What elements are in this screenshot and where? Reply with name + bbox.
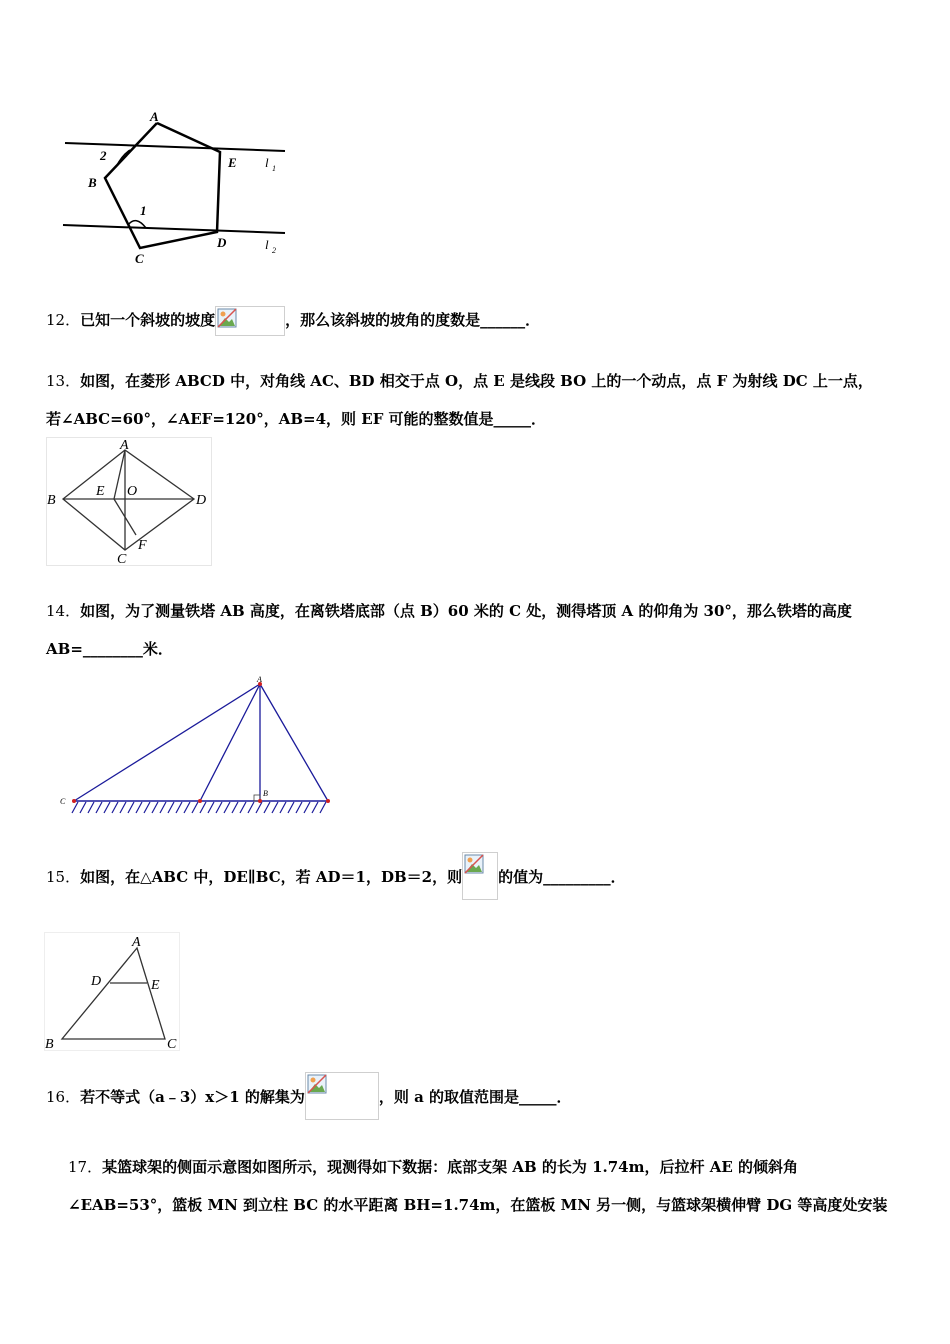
- question-number: 14．: [46, 602, 81, 620]
- figure-rhombus: [46, 437, 214, 567]
- hatch-mark: [112, 802, 118, 813]
- hatch-mark: [72, 802, 78, 813]
- q13-text-line2: 若∠ABC=60°，∠AEF=120°，AB=4，则 EF 可能的整数值是_____．: [46, 410, 547, 428]
- ground-hatching: [72, 802, 326, 813]
- point-left: [198, 799, 202, 803]
- label-B: B: [47, 493, 56, 508]
- broken-image-icon: [305, 1072, 379, 1120]
- label-E: E: [228, 155, 237, 170]
- hatch-mark: [256, 802, 262, 813]
- label-B: B: [88, 175, 97, 190]
- q17-text-line2: ∠EAB=53°，篮板 MN 到立柱 BC 的水平距离 BH=1.74m，在篮板 MN 另一侧，与篮球架横伸臂 DG 等高度处安装: [68, 1196, 888, 1214]
- segment-a-left: [200, 684, 260, 801]
- q17-line2: [68, 1194, 887, 1215]
- label-D: D: [196, 493, 207, 508]
- q17-line1: [68, 1156, 798, 1177]
- label-A: A: [120, 438, 129, 453]
- hatch-mark: [176, 802, 182, 813]
- hatch-mark: [128, 802, 134, 813]
- point-C: [72, 799, 76, 803]
- label-l2: l: [265, 237, 269, 252]
- rhombus-abcd: [63, 450, 194, 550]
- hatch-mark: [304, 802, 310, 813]
- hatch-mark: [88, 802, 94, 813]
- hatch-mark: [96, 802, 102, 813]
- label-A: A: [132, 935, 141, 950]
- label-F: F: [138, 538, 147, 553]
- q14-line1: [46, 600, 852, 621]
- question-number: 17．: [68, 1158, 103, 1176]
- q14-line2: [46, 638, 173, 659]
- hatch-mark: [120, 802, 126, 813]
- hatch-mark: [264, 802, 270, 813]
- hatch-mark: [320, 802, 326, 813]
- q16-line: [46, 1072, 572, 1120]
- label-C: C: [135, 251, 144, 266]
- broken-image-icon: [215, 306, 285, 336]
- point-right: [326, 799, 330, 803]
- label-B: B: [45, 1037, 54, 1052]
- hatch-mark: [296, 802, 302, 813]
- label-l1-sub: 1: [272, 164, 276, 173]
- q12-text-after: ，那么该斜坡的坡角的度数是______．: [285, 311, 541, 329]
- question-number: 13．: [46, 372, 81, 390]
- hatch-mark: [312, 802, 318, 813]
- hatch-mark: [224, 802, 230, 813]
- q14-text-line2: AB=________米．: [46, 640, 173, 658]
- figure-triangle-de-bc: [44, 932, 184, 1054]
- hatch-mark: [280, 802, 286, 813]
- q17-text-line1: 某篮球架的侧面示意图如图所示，现测得如下数据：底部支架 AB 的长为 1.74m，后拉杆 AE 的倾斜角: [102, 1158, 799, 1176]
- label-E: E: [96, 484, 105, 499]
- label-l2-sub: 2: [272, 246, 276, 255]
- q15-text-before: 如图，在△ABC 中，DE∥BC，若 AD＝1，DB＝2，则: [80, 868, 463, 886]
- triangle-abc: [62, 948, 165, 1039]
- question-number: 15．: [46, 868, 81, 886]
- label-l1: l: [265, 155, 269, 170]
- hatch-mark: [200, 802, 206, 813]
- q12-text-before: 已知一个斜坡的坡度: [80, 311, 216, 329]
- hatch-mark: [104, 802, 110, 813]
- q15-line: [46, 852, 626, 900]
- label-D: D: [217, 235, 227, 250]
- question-number: 16．: [46, 1088, 81, 1106]
- broken-image-icon: [462, 852, 498, 900]
- q14-text-line1: 如图，为了测量铁塔 AB 高度，在离铁塔底部（点 B）60 米的 C 处，测得塔顶 A 的仰角为 30°，那么铁塔的高度: [80, 602, 852, 620]
- label-C: C: [60, 797, 66, 806]
- label-E: E: [151, 978, 160, 993]
- q16-text-before: 若不等式（a﹣3）x＞1 的解集为: [80, 1088, 305, 1106]
- hatch-mark: [168, 802, 174, 813]
- q15-text-after: 的值为_________．: [498, 868, 626, 886]
- hatch-mark: [240, 802, 246, 813]
- figure-pentagon-parallel-lines: [60, 105, 290, 275]
- label-C: C: [167, 1037, 177, 1052]
- label-O: O: [127, 484, 138, 499]
- q12-line: [46, 306, 540, 336]
- hatch-mark: [184, 802, 190, 813]
- hatch-mark: [272, 802, 278, 813]
- line-l1: [65, 143, 285, 151]
- segment-ca: [74, 684, 260, 801]
- label-A: A: [257, 675, 262, 684]
- label-angle2: 2: [100, 148, 107, 163]
- question-number: 12．: [46, 311, 81, 329]
- hatch-mark: [80, 802, 86, 813]
- point-B: [258, 799, 262, 803]
- hatch-mark: [208, 802, 214, 813]
- q13-text-line1: 如图，在菱形 ABCD 中，对角线 AC、BD 相交于点 O，点 E 是线段 BO 上的一个动点，点 F 为射线 DC 上一点，: [80, 372, 873, 390]
- label-angle1: 1: [140, 203, 147, 218]
- label-D: D: [91, 974, 102, 989]
- q13-line2: [46, 408, 546, 429]
- q16-text-after: ，则 a 的取值范围是_____．: [378, 1088, 572, 1106]
- figure-tower: [58, 672, 343, 817]
- hatch-mark: [152, 802, 158, 813]
- hatch-mark: [248, 802, 254, 813]
- hatch-mark: [232, 802, 238, 813]
- line-l2: [63, 225, 285, 233]
- label-B: B: [263, 789, 268, 798]
- hatch-mark: [216, 802, 222, 813]
- label-A: A: [150, 109, 159, 124]
- hatch-mark: [160, 802, 166, 813]
- hatch-mark: [288, 802, 294, 813]
- hatch-mark: [144, 802, 150, 813]
- label-C: C: [117, 552, 127, 567]
- hatch-mark: [136, 802, 142, 813]
- segment-a-right: [260, 684, 328, 801]
- q13-line1: [46, 370, 873, 391]
- hatch-mark: [192, 802, 198, 813]
